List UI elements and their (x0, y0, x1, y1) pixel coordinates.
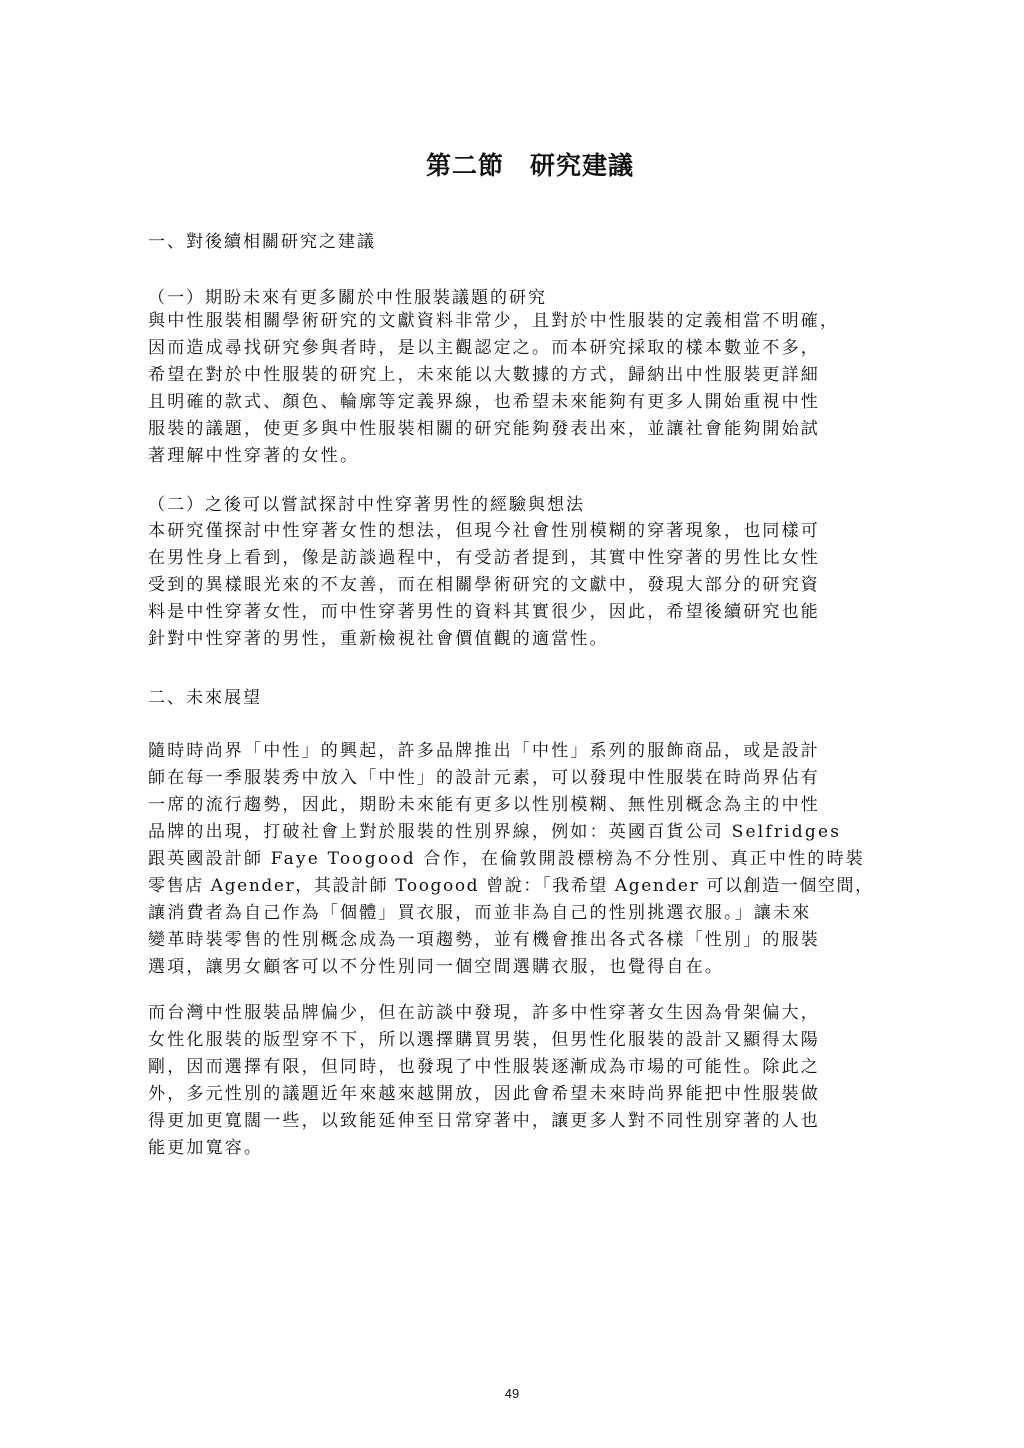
paragraph-line: 能更加寬容。 (148, 1138, 264, 1158)
paragraph-line: 零售店 Agender，其設計師 Toogood 曾說：「我希望 Agender 可以創造一個空間， (148, 876, 874, 896)
paragraph-line: 在男性身上看到，像是訪談過程中，有受訪者提到，其實中性穿著的男性比女性 (148, 548, 820, 568)
paragraph-line: 與中性服裝相關學術研究的文獻資料非常少，且對於中性服裝的定義相當不明確， (148, 311, 840, 331)
outlook-paragraph-2 (148, 1000, 878, 1162)
paragraph-line: 服裝的議題，使更多與中性服裝相關的研究能夠發表出來，並讓社會能夠開始試 (148, 419, 820, 439)
paragraph-line: 料是中性穿著女性，而中性穿著男性的資料其實很少，因此，希望後續研究也能 (148, 602, 820, 622)
part1-heading: 一、對後續相關研究之建議 (148, 232, 376, 252)
paragraph-line: 女性化服裝的版型穿不下，所以選擇購買男裝，但男性化服裝的設計又顯得太陽 (148, 1030, 820, 1050)
paragraph-line: 本研究僅探討中性穿著女性的想法，但現今社會性別模糊的穿著現象，也同樣可 (148, 521, 820, 541)
paragraph-line: 選項，讓男女顧客可以不分性別同一個空間選購衣服，也覺得自在。 (148, 957, 724, 977)
paragraph-line: 跟英國設計師 Faye Toogood 合作，在倫敦開設標榜為不分性別、真正中性的時裝 (148, 849, 865, 869)
paragraph-line: 而台灣中性服裝品牌偏少，但在訪談中發現，許多中性穿著女生因為骨架偏大， (148, 1003, 820, 1023)
paragraph-line: 讓消費者為自己作為「個體」買衣服，而並非為自己的性別挑選衣服。」讓未來 (148, 903, 812, 923)
paragraph-line: 希望在對於中性服裝的研究上，未來能以大數據的方式，歸納出中性服裝更詳細 (148, 365, 820, 385)
paragraph-line: 受到的異樣眼光來的不友善，而在相關學術研究的文獻中，發現大部分的研究資 (148, 575, 820, 595)
section-title-text: 研究建議 (530, 151, 635, 180)
section-number: 第二節 (425, 151, 504, 180)
page-number: 49 (504, 1386, 520, 1401)
sub2-heading: （二）之後可以嘗試探討中性穿著男性的經驗與想法 (148, 495, 585, 515)
sub2-paragraph (148, 518, 878, 653)
paragraph-line: 剛，因而選擇有限，但同時，也發現了中性服裝逐漸成為市場的可能性。除此之 (148, 1057, 820, 1077)
sub1-paragraph (148, 308, 878, 470)
part2-heading: 二、未來展望 (148, 688, 262, 708)
paragraph-line: 變革時裝零售的性別概念成為一項趨勢，並有機會推出各式各樣「性別」的服裝 (148, 930, 820, 950)
paragraph-line: 得更加更寬闊一些，以致能延伸至日常穿著中，讓更多人對不同性別穿著的人也 (148, 1111, 820, 1131)
paragraph-line: 針對中性穿著的男性，重新檢視社會價值觀的適當性。 (148, 629, 609, 649)
section-title (0, 146, 1024, 182)
paragraph-line: 品牌的出現，打破社會上對於服裝的性別界線，例如：英國百貨公司 Selfridges (148, 822, 842, 842)
paragraph-line: 因而造成尋找研究參與者時，是以主觀認定之。而本研究採取的樣本數並不多， (148, 338, 820, 358)
sub1-heading: （一）期盼未來有更多關於中性服裝議題的研究 (148, 288, 547, 308)
paragraph-line: 且明確的款式、顏色、輪廓等定義界線，也希望未來能夠有更多人開始重視中性 (148, 392, 820, 412)
paragraph-line: 師在每一季服裝秀中放入「中性」的設計元素，可以發現中性服裝在時尚界佔有 (148, 768, 820, 788)
outlook-paragraph-1 (148, 738, 878, 981)
paragraph-line: 著理解中性穿著的女性。 (148, 446, 360, 466)
paragraph-line: 隨時時尚界「中性」的興起，許多品牌推出「中性」系列的服飾商品，或是設計 (148, 741, 820, 761)
paragraph-line: 外，多元性別的議題近年來越來越開放，因此會希望未來時尚界能把中性服裝做 (148, 1084, 820, 1104)
paragraph-line: 一席的流行趨勢，因此，期盼未來能有更多以性別模糊、無性別概念為主的中性 (148, 795, 820, 815)
